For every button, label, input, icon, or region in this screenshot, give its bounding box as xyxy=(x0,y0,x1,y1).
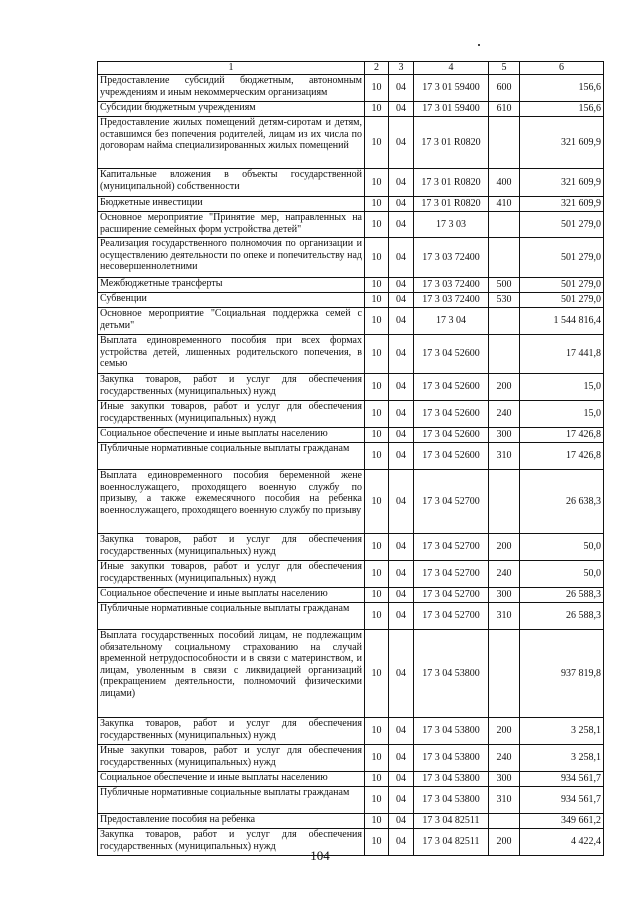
cell-target-article: 17 3 04 52600 xyxy=(414,374,489,401)
cell-amount: 321 609,9 xyxy=(520,197,604,212)
cell-amount: 349 661,2 xyxy=(520,814,604,829)
cell-target-article: 17 3 04 52700 xyxy=(414,603,489,630)
cell-subsection: 04 xyxy=(389,197,414,212)
cell-section: 10 xyxy=(365,588,389,603)
cell-subsection: 04 xyxy=(389,102,414,117)
cell-name: Закупка товаров, работ и услуг для обеспечения государственных (муниципальных) нужд xyxy=(98,534,365,561)
table-row xyxy=(98,534,604,561)
cell-target-article: 17 3 04 52700 xyxy=(414,561,489,588)
cell-subsection: 04 xyxy=(389,443,414,470)
cell-target-article: 17 3 04 52700 xyxy=(414,470,489,534)
cell-section: 10 xyxy=(365,75,389,102)
cell-expense-type: 400 xyxy=(489,169,520,197)
cell-section: 10 xyxy=(365,169,389,197)
cell-expense-type: 240 xyxy=(489,401,520,428)
cell-subsection: 04 xyxy=(389,470,414,534)
cell-subsection: 04 xyxy=(389,829,414,856)
cell-subsection: 04 xyxy=(389,278,414,293)
cell-name: Основное мероприятие "Принятие мер, направленных на расширение семейных форм устройства детей" xyxy=(98,212,365,238)
table-row xyxy=(98,561,604,588)
cell-section: 10 xyxy=(365,443,389,470)
cell-subsection: 04 xyxy=(389,308,414,335)
cell-name: Публичные нормативные социальные выплаты гражданам xyxy=(98,603,365,630)
header-cell-target-article: 4 xyxy=(414,62,489,75)
table-row xyxy=(98,308,604,335)
cell-amount: 26 638,3 xyxy=(520,470,604,534)
cell-expense-type xyxy=(489,814,520,829)
cell-target-article: 17 3 04 82511 xyxy=(414,814,489,829)
header-cell-expense-type: 5 xyxy=(489,62,520,75)
cell-name: Реализация государственного полномочия по организации и осуществлению деятельности по опеке и попечительству над несовершеннолетними xyxy=(98,238,365,278)
cell-name: Публичные нормативные социальные выплаты гражданам xyxy=(98,787,365,814)
cell-expense-type: 300 xyxy=(489,428,520,443)
cell-amount: 26 588,3 xyxy=(520,588,604,603)
table-row xyxy=(98,470,604,534)
cell-section: 10 xyxy=(365,718,389,745)
cell-expense-type: 200 xyxy=(489,374,520,401)
table-row xyxy=(98,630,604,718)
cell-name: Закупка товаров, работ и услуг для обеспечения государственных (муниципальных) нужд xyxy=(98,718,365,745)
cell-name: Выплата государственных пособий лицам, не подлежащим обязательному социальному страхованию на случай временной нетрудоспособности и в связи с материнством, и лицам, уволенным в связи с ликвидацией организаций (прекращением деятельности, полномочий физическими лицами) xyxy=(98,630,365,718)
header-cell-subsection: 3 xyxy=(389,62,414,75)
table-row xyxy=(98,278,604,293)
cell-expense-type xyxy=(489,238,520,278)
cell-expense-type: 410 xyxy=(489,197,520,212)
page-number: 104 xyxy=(310,848,330,863)
cell-target-article: 17 3 01 59400 xyxy=(414,75,489,102)
cell-amount: 50,0 xyxy=(520,534,604,561)
cell-target-article: 17 3 03 72400 xyxy=(414,293,489,308)
cell-subsection: 04 xyxy=(389,603,414,630)
cell-subsection: 04 xyxy=(389,374,414,401)
table-row xyxy=(98,117,604,169)
table-row xyxy=(98,75,604,102)
scan-mark xyxy=(478,44,480,46)
table-row xyxy=(98,787,604,814)
cell-name: Предоставление субсидий бюджетным, автономным учреждениям и иным некоммерческим организациям xyxy=(98,75,365,102)
cell-amount: 156,6 xyxy=(520,75,604,102)
cell-section: 10 xyxy=(365,212,389,238)
cell-name: Иные закупки товаров, работ и услуг для обеспечения государственных (муниципальных) нужд xyxy=(98,561,365,588)
cell-amount: 501 279,0 xyxy=(520,238,604,278)
cell-subsection: 04 xyxy=(389,745,414,772)
cell-subsection: 04 xyxy=(389,772,414,787)
cell-subsection: 04 xyxy=(389,814,414,829)
cell-target-article: 17 3 01 R0820 xyxy=(414,117,489,169)
cell-amount: 17 426,8 xyxy=(520,428,604,443)
cell-target-article: 17 3 04 53800 xyxy=(414,718,489,745)
cell-name: Социальное обеспечение и иные выплаты населению xyxy=(98,588,365,603)
cell-target-article: 17 3 03 72400 xyxy=(414,238,489,278)
cell-subsection: 04 xyxy=(389,212,414,238)
cell-name: Закупка товаров, работ и услуг для обеспечения государственных (муниципальных) нужд xyxy=(98,374,365,401)
cell-section: 10 xyxy=(365,603,389,630)
cell-section: 10 xyxy=(365,102,389,117)
cell-section: 10 xyxy=(365,374,389,401)
cell-section: 10 xyxy=(365,428,389,443)
table-row xyxy=(98,814,604,829)
cell-subsection: 04 xyxy=(389,534,414,561)
cell-target-article: 17 3 04 xyxy=(414,308,489,335)
cell-amount: 501 279,0 xyxy=(520,293,604,308)
cell-expense-type: 200 xyxy=(489,534,520,561)
cell-subsection: 04 xyxy=(389,169,414,197)
cell-section: 10 xyxy=(365,401,389,428)
cell-name: Иные закупки товаров, работ и услуг для обеспечения государственных (муниципальных) нужд xyxy=(98,401,365,428)
header-cell-amount: 6 xyxy=(520,62,604,75)
cell-section: 10 xyxy=(365,745,389,772)
table-row xyxy=(98,428,604,443)
cell-expense-type: 240 xyxy=(489,745,520,772)
cell-target-article: 17 3 01 59400 xyxy=(414,102,489,117)
cell-target-article: 17 3 01 R0820 xyxy=(414,169,489,197)
cell-section: 10 xyxy=(365,335,389,374)
cell-section: 10 xyxy=(365,470,389,534)
cell-target-article: 17 3 04 53800 xyxy=(414,787,489,814)
cell-name: Капитальные вложения в объекты государственной (муниципальной) собственности xyxy=(98,169,365,197)
cell-expense-type xyxy=(489,308,520,335)
cell-target-article: 17 3 04 82511 xyxy=(414,829,489,856)
header-cell-name: 1 xyxy=(98,62,365,75)
table-header-row xyxy=(98,62,604,75)
cell-subsection: 04 xyxy=(389,561,414,588)
table-row xyxy=(98,401,604,428)
cell-section: 10 xyxy=(365,534,389,561)
budget-table xyxy=(97,61,604,856)
cell-amount: 501 279,0 xyxy=(520,212,604,238)
cell-section: 10 xyxy=(365,278,389,293)
cell-amount: 934 561,7 xyxy=(520,787,604,814)
cell-name: Бюджетные инвестиции xyxy=(98,197,365,212)
cell-name: Межбюджетные трансферты xyxy=(98,278,365,293)
table-row xyxy=(98,102,604,117)
cell-amount: 4 422,4 xyxy=(520,829,604,856)
cell-expense-type: 240 xyxy=(489,561,520,588)
cell-section: 10 xyxy=(365,630,389,718)
cell-amount: 937 819,8 xyxy=(520,630,604,718)
table-row xyxy=(98,212,604,238)
cell-target-article: 17 3 04 52600 xyxy=(414,401,489,428)
cell-section: 10 xyxy=(365,814,389,829)
table-row xyxy=(98,603,604,630)
cell-name: Предоставление жилых помещений детям-сиротам и детям, оставшимся без попечения родителей, лицам из их числа по договорам найма специализированных жилых помещений xyxy=(98,117,365,169)
cell-expense-type xyxy=(489,630,520,718)
cell-target-article: 17 3 04 52600 xyxy=(414,443,489,470)
cell-name: Социальное обеспечение и иные выплаты населению xyxy=(98,428,365,443)
cell-section: 10 xyxy=(365,829,389,856)
cell-amount: 17 426,8 xyxy=(520,443,604,470)
cell-expense-type: 310 xyxy=(489,787,520,814)
cell-amount: 15,0 xyxy=(520,401,604,428)
table-row xyxy=(98,718,604,745)
cell-expense-type: 530 xyxy=(489,293,520,308)
cell-expense-type: 300 xyxy=(489,772,520,787)
cell-target-article: 17 3 04 52700 xyxy=(414,588,489,603)
cell-subsection: 04 xyxy=(389,238,414,278)
cell-name: Субвенции xyxy=(98,293,365,308)
cell-subsection: 04 xyxy=(389,293,414,308)
cell-target-article: 17 3 04 52600 xyxy=(414,335,489,374)
cell-amount: 3 258,1 xyxy=(520,718,604,745)
cell-subsection: 04 xyxy=(389,117,414,169)
cell-expense-type: 300 xyxy=(489,588,520,603)
cell-name: Закупка товаров, работ и услуг для обеспечения государственных (муниципальных) нужд xyxy=(98,829,365,856)
cell-expense-type xyxy=(489,470,520,534)
cell-section: 10 xyxy=(365,293,389,308)
cell-name: Выплата единовременного пособия при всех формах устройства детей, лишенных родительского попечения, в семью xyxy=(98,335,365,374)
cell-target-article: 17 3 01 R0820 xyxy=(414,197,489,212)
table-row xyxy=(98,169,604,197)
cell-expense-type: 200 xyxy=(489,718,520,745)
cell-target-article: 17 3 04 52600 xyxy=(414,428,489,443)
cell-expense-type: 600 xyxy=(489,75,520,102)
cell-amount: 934 561,7 xyxy=(520,772,604,787)
cell-expense-type: 500 xyxy=(489,278,520,293)
cell-amount: 156,6 xyxy=(520,102,604,117)
cell-subsection: 04 xyxy=(389,787,414,814)
cell-section: 10 xyxy=(365,117,389,169)
cell-expense-type xyxy=(489,212,520,238)
cell-amount: 321 609,9 xyxy=(520,117,604,169)
cell-expense-type: 610 xyxy=(489,102,520,117)
cell-amount: 1 544 816,4 xyxy=(520,308,604,335)
cell-amount: 26 588,3 xyxy=(520,603,604,630)
cell-name: Основное мероприятие "Социальная поддержка семей с детьми" xyxy=(98,308,365,335)
table-row xyxy=(98,335,604,374)
cell-section: 10 xyxy=(365,197,389,212)
cell-amount: 501 279,0 xyxy=(520,278,604,293)
cell-name: Предоставление пособия на ребенка xyxy=(98,814,365,829)
cell-subsection: 04 xyxy=(389,718,414,745)
cell-name: Выплата единовременного пособия беременной жене военнослужащего, проходящего военную службу по призыву, а также ежемесячного пособия на ребенка военнослужащего, проходящего военную службу по призыву xyxy=(98,470,365,534)
table-row xyxy=(98,197,604,212)
cell-target-article: 17 3 04 53800 xyxy=(414,772,489,787)
cell-subsection: 04 xyxy=(389,588,414,603)
cell-name: Социальное обеспечение и иные выплаты населению xyxy=(98,772,365,787)
cell-target-article: 17 3 03 72400 xyxy=(414,278,489,293)
table-row xyxy=(98,293,604,308)
cell-section: 10 xyxy=(365,561,389,588)
cell-amount: 50,0 xyxy=(520,561,604,588)
cell-section: 10 xyxy=(365,772,389,787)
table-row xyxy=(98,238,604,278)
cell-section: 10 xyxy=(365,238,389,278)
cell-expense-type xyxy=(489,117,520,169)
cell-amount: 17 441,8 xyxy=(520,335,604,374)
table-row xyxy=(98,588,604,603)
cell-expense-type: 310 xyxy=(489,603,520,630)
cell-expense-type xyxy=(489,335,520,374)
cell-target-article: 17 3 04 53800 xyxy=(414,745,489,772)
cell-name: Субсидии бюджетным учреждениям xyxy=(98,102,365,117)
cell-expense-type: 310 xyxy=(489,443,520,470)
cell-subsection: 04 xyxy=(389,75,414,102)
table-row xyxy=(98,772,604,787)
cell-subsection: 04 xyxy=(389,428,414,443)
cell-subsection: 04 xyxy=(389,630,414,718)
cell-subsection: 04 xyxy=(389,335,414,374)
table-row xyxy=(98,374,604,401)
cell-subsection: 04 xyxy=(389,401,414,428)
table-row xyxy=(98,745,604,772)
table-row xyxy=(98,443,604,470)
cell-amount: 321 609,9 xyxy=(520,169,604,197)
cell-name: Публичные нормативные социальные выплаты гражданам xyxy=(98,443,365,470)
cell-amount: 3 258,1 xyxy=(520,745,604,772)
cell-section: 10 xyxy=(365,787,389,814)
cell-name: Иные закупки товаров, работ и услуг для обеспечения государственных (муниципальных) нужд xyxy=(98,745,365,772)
cell-amount: 15,0 xyxy=(520,374,604,401)
cell-target-article: 17 3 03 xyxy=(414,212,489,238)
cell-expense-type: 200 xyxy=(489,829,520,856)
cell-target-article: 17 3 04 52700 xyxy=(414,534,489,561)
cell-target-article: 17 3 04 53800 xyxy=(414,630,489,718)
cell-section: 10 xyxy=(365,308,389,335)
header-cell-section: 2 xyxy=(365,62,389,75)
